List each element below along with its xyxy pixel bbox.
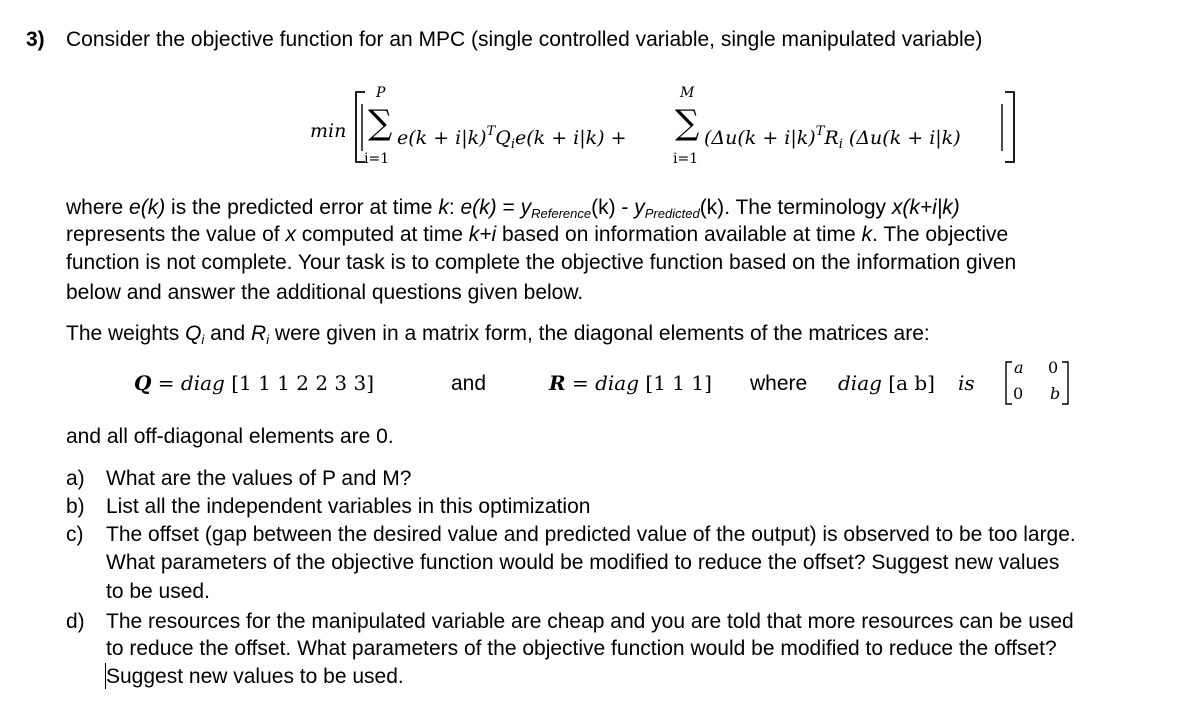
question-number: 3) xyxy=(26,28,45,51)
part-c-label: c) xyxy=(66,523,84,546)
diag-ab-definition: diag [a b] xyxy=(838,371,935,395)
sum2-term: ($\Delta u(k + i|k)^TR_i$ (Δu(k + i|k) xyxy=(704,124,961,152)
part-d-label: d) xyxy=(66,610,85,633)
definition-line-2: represents the value of x computed at time k+i based on information available at time k. The objective xyxy=(66,223,1009,246)
part-c-line-3: to be used. xyxy=(106,580,210,603)
matrix-entry-0-top: 0 xyxy=(1048,358,1059,377)
sum1-lower-limit: i=1 xyxy=(364,151,390,167)
matrix-entry-0-bottom: 0 xyxy=(1013,384,1024,403)
matrix-entry-a: a xyxy=(1014,358,1024,377)
offdiag-note: and all off-diagonal elements are 0. xyxy=(66,425,394,448)
sum2-upper-limit: M xyxy=(680,85,695,101)
definition-line-1: where e(k) is the predicted error at time k: $e(k) = y_{Reference}(k) - y_{Predicted}(k)$. The terminology x(k+i|k) xyxy=(66,196,960,221)
part-a-label: a) xyxy=(66,467,85,490)
sum1-term: $e(k + i|k)^TQ_ie(k + i|k)$ + xyxy=(397,124,627,152)
definition-line-3: function is not complete. Your task is to complete the objective function based on the information given xyxy=(66,251,1017,274)
part-c-line-1: The offset (gap between the desired value and predicted value of the output) is observed to be too large. xyxy=(106,523,1076,546)
part-d-line-3: Suggest new values to be used. xyxy=(106,665,404,688)
and-label: and xyxy=(451,372,487,395)
sum2-sigma-icon: ∑ xyxy=(675,103,700,143)
part-a-line-1: What are the values of P and M? xyxy=(106,467,412,490)
question-prompt: Consider the objective function for an MPC (single controlled variable, single manipulated variable) xyxy=(66,28,983,51)
sum2-lower-limit: i=1 xyxy=(673,151,699,167)
text-cursor xyxy=(105,663,106,689)
sum1-upper-limit: P xyxy=(376,85,386,101)
r-matrix-definition: R = diag [1 1 1] xyxy=(549,371,712,395)
is-label: is xyxy=(958,371,975,395)
where-label: where xyxy=(750,372,808,395)
sum1-sigma-icon: ∑ xyxy=(368,103,393,143)
q-matrix-definition: Q = diag [1 1 1 2 2 3 3] xyxy=(134,371,375,395)
part-b-label: b) xyxy=(66,495,85,518)
min-operator: min xyxy=(310,120,347,142)
weights-intro: The weights $Q_i$ and $R_i$ were given in a matrix form, the diagonal elements of the matrices are: xyxy=(66,322,930,347)
part-c-line-2: What parameters of the objective function would be modified to reduce the offset? Suggest new values xyxy=(106,551,1060,574)
part-b-line-1: List all the independent variables in this optimization xyxy=(106,495,591,518)
matrix-entry-b: b xyxy=(1050,384,1061,403)
part-d-line-1: The resources for the manipulated variable are cheap and you are told that more resources can be used xyxy=(106,610,1074,633)
part-d-line-2: to reduce the offset. What parameters of the objective function would be modified to reduce the offset? xyxy=(106,637,1057,660)
definition-line-4: below and answer the additional questions given below. xyxy=(66,281,584,304)
